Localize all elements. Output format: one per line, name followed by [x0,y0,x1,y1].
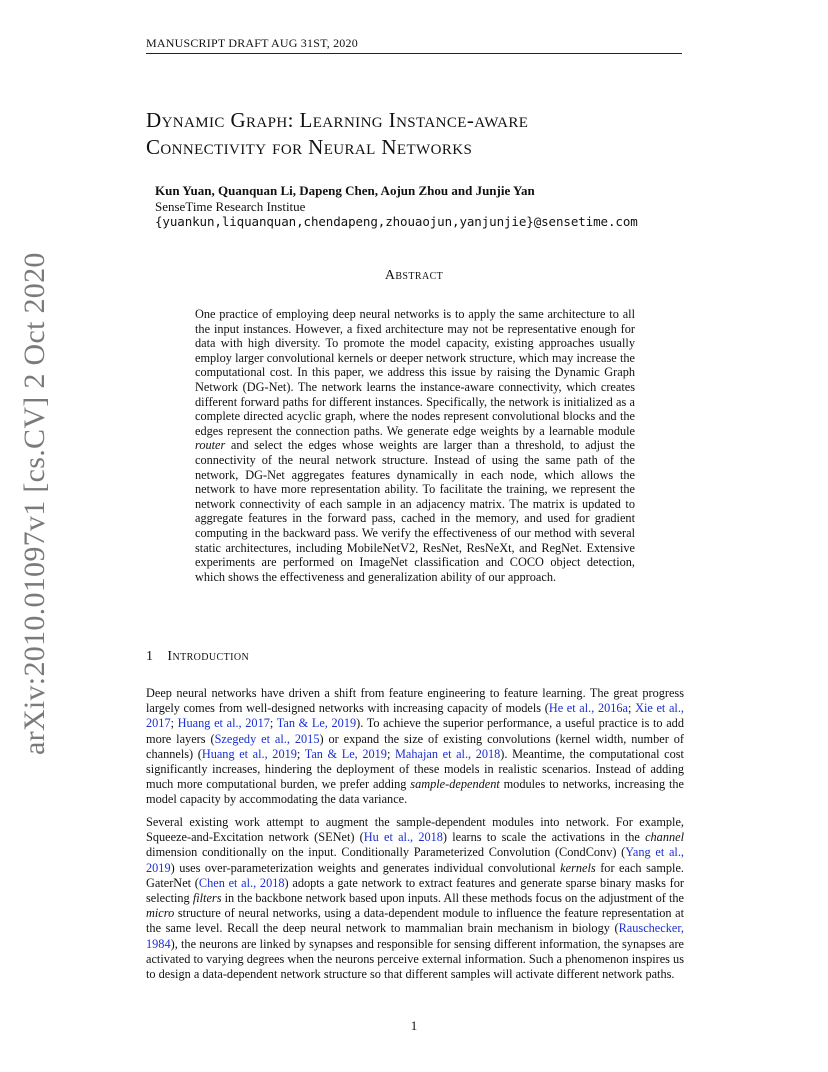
abstract-text-1: One practice of employing deep neural networks is to apply the same architecture to all the input instances. However, a fixed architecture may not be representative enough for data with high diversity. To promote the model capacity, existing approaches usually employ larger convolutional kernels or deeper network structure, which may increase the computational cost. In this paper, we address this issue by raising the Dynamic Graph Network (DG-Net). The network learns the instance-aware connectivity, which creates different forward paths for different instances. Specifically, the network is initialized as a complete directed acyclic graph, where the nodes represent convolutional blocks and the edges represent the connection paths. We generate edge weights by a learnable module [195,307,635,438]
text-run: ; [628,701,636,716]
text-run: ), the neurons are linked by synapses and responsible for sensing different information, the synapses are activated to varying degrees when the neurons perceive external information. Such a phenomenon inspires us to design a data-dependent network structure so that different samples will activate different network paths. [146,936,684,982]
text-run: in the backbone network based upon inputs. All these methods focus on the adjustment of the [221,891,684,906]
affiliation: SenseTime Research Institue [155,199,306,214]
emphasis: kernels [560,860,596,875]
citation-link[interactable]: Chen et al., 2018 [198,875,285,890]
abstract-router-term: router [195,438,226,453]
text-run: ; [296,746,305,761]
citation-link[interactable]: Szegedy et al., 2015 [214,731,320,746]
citation-link[interactable]: Xie et al., 2017 [146,701,684,731]
title-line-1: Dynamic Graph: Learning Instance-aware [146,108,529,132]
emphasis: sample-dependent [410,777,500,792]
text-run: ) adopts a gate network to extract features and generate sparse binary masks for selecting [146,875,684,906]
author-list: Kun Yuan, Quanquan Li, Dapeng Chen, Aojun Zhou and Junjie Yan [155,183,535,198]
text-run: modules to networks, increasing the model capacity by accommodating the data variance. [146,777,684,807]
citation-link[interactable]: Hu et al., 2018 [363,830,443,845]
section-title: Introduction [167,649,250,664]
abstract-heading: Abstract [384,268,444,283]
section-number: 1 [146,649,154,664]
text-run: for each sample. GaterNet ( [146,860,684,890]
header-rule [146,53,682,54]
text-run: ; [170,716,178,731]
text-run: ; [386,746,395,761]
citation-link[interactable]: He et al., 2016a [548,701,629,716]
intro-paragraph-1 [146,686,684,808]
citation-link[interactable]: Huang et al., 2019 [201,746,297,761]
text-run: ) uses over-parameterization weights and generates individual convolutional [170,860,561,875]
text-run: structure of neural networks, using a data-dependent module to influence the feature representation at the same level. Recall the deep neural network to mammalian brain mechanism in biology ( [146,906,684,936]
intro-paragraph-2 [146,815,684,982]
text-run: ). To achieve the superior performance, a useful practice is to add more layers ( [146,716,684,746]
author-emails: {yuankun,liquanquan,chendapeng,zhouaojun,yanjunjie}@sensetime.com [155,214,638,229]
citation-link[interactable]: Mahajan et al., 2018 [394,746,501,761]
text-run: Several existing work attempt to augment the sample-dependent modules into network. For example, Squeeze-and-Excitation network (SENet) ( [146,815,684,845]
citation-link[interactable]: Rauschecker, 1984 [146,921,684,951]
text-run: ) or expand the size of existing convolutions (kernel width, number of channels) ( [146,731,684,761]
citation-link[interactable]: Huang et al., 2017 [177,716,270,731]
paper-title [146,107,686,161]
citation-link[interactable]: Yang et al., 2019 [146,845,684,875]
arxiv-identifier: arXiv:2010.01097v1 [cs.CV] 2 Oct 2020 [18,252,51,755]
text-run: ). Meantime, the computational cost significantly increases, hindering the deployment of these models in realistic scenarios. Instead of adding much more computational burden, we prefer adding [146,746,684,792]
abstract-text-2: and select the edges whose weights are larger than a threshold, to adjust the connectivity of the neural network structure. Instead of using the same path of the network, DG-Net aggregates features dynamically in each node, which allows the network to have more representation ability. To facilitate the training, we represent the network connectivity of each sample in an adjacency matrix. The matrix is updated to aggregate features in the forward pass, cached in the memory, and used for gradient computing in the backward pass. We verify the effectiveness of our method with several static architectures, including MobileNetV2, ResNet, ResNeXt, and RegNet. Extensive experiments are performed on ImageNet classification and COCO object detection, which shows the effectiveness and generalization ability of our approach. [195,438,635,584]
emphasis: micro [146,906,175,921]
title-line-2: Connectivity for Neural Networks [146,135,473,159]
section-heading-introduction [146,649,249,665]
running-header: MANUSCRIPT DRAFT AUG 31ST, 2020 [146,36,358,50]
page-number: 1 [410,1018,418,1033]
abstract-body [195,307,635,584]
text-run: ) learns to scale the activations in the [442,830,646,845]
citation-link[interactable]: Tan & Le, 2019 [304,746,387,761]
emphasis: filters [192,891,222,906]
text-run: ; [269,716,277,731]
text-run: dimension conditionally on the input. Conditionally Parameterized Convolution (CondConv) ( [146,845,626,860]
text-run: Deep neural networks have driven a shift from feature engineering to feature learning. The great progress largely comes from well-designed networks with increasing capacity of models ( [146,686,684,716]
citation-link[interactable]: Tan & Le, 2019 [276,716,357,731]
emphasis: channel [645,830,685,845]
